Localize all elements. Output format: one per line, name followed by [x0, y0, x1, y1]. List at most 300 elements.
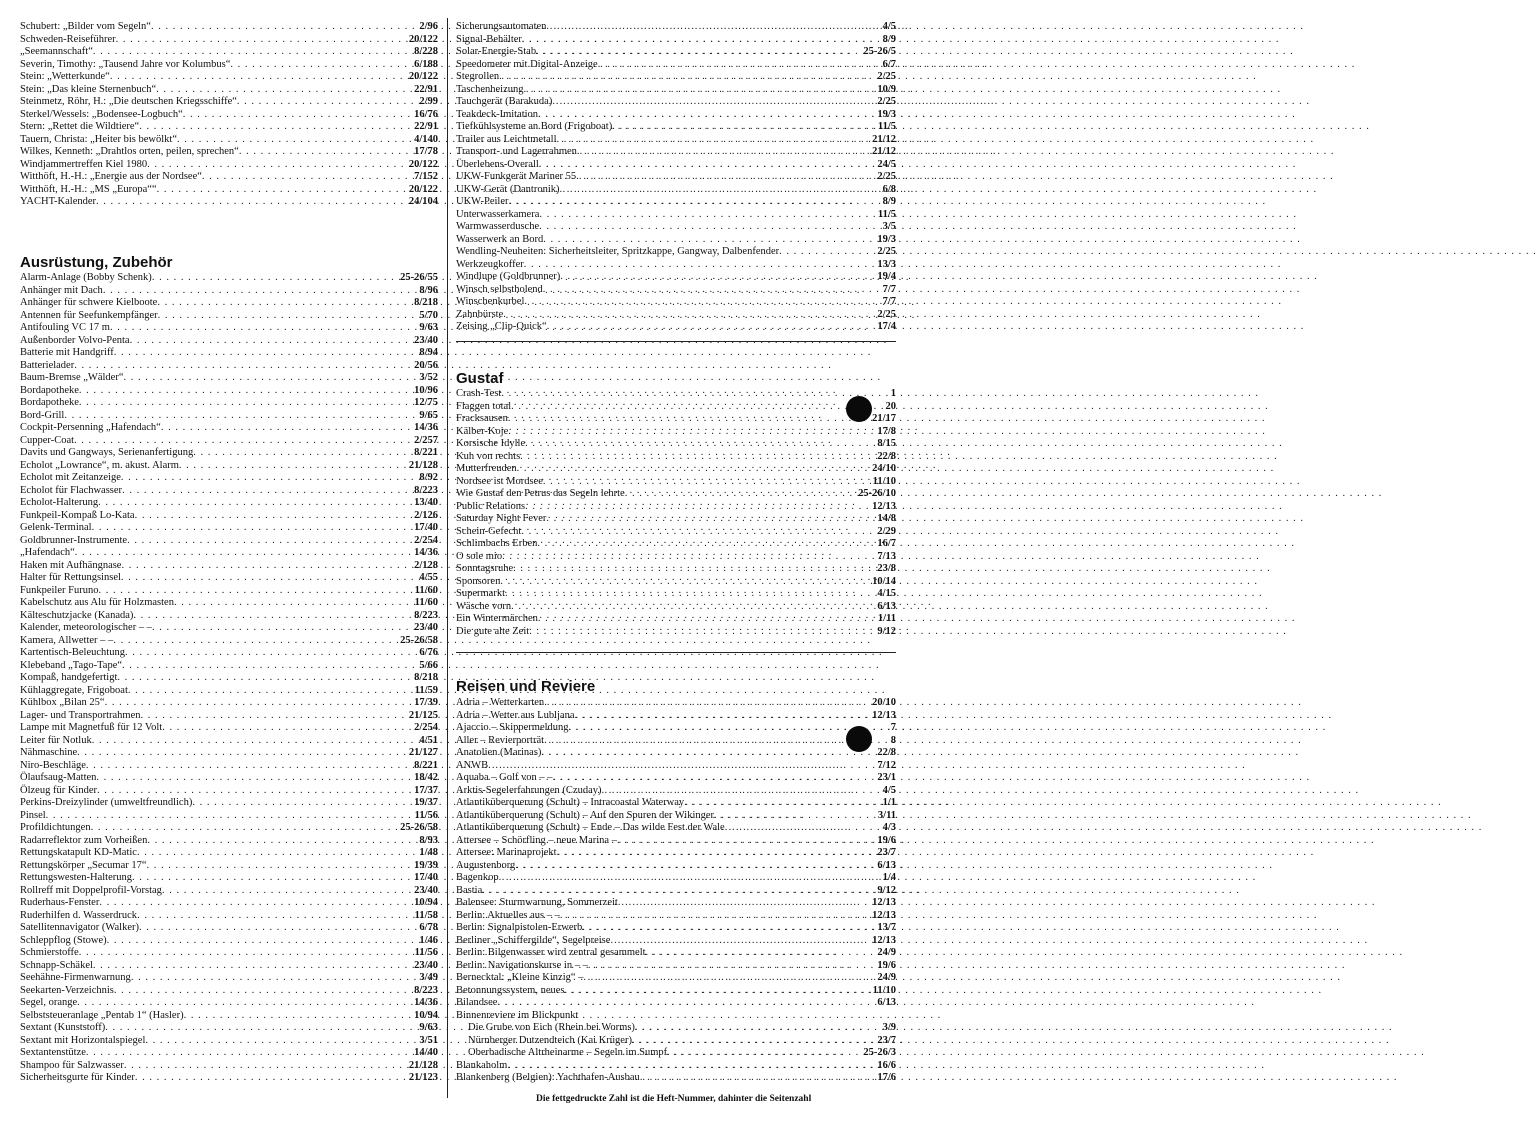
entry-reference: 23/1	[877, 772, 896, 783]
index-entry	[456, 1060, 896, 1073]
entry-title: Ölzeug für Kinder	[20, 784, 97, 796]
entry-reference: 1/11	[877, 613, 896, 624]
index-entry	[20, 71, 438, 84]
entry-reference: 2/257	[414, 434, 438, 446]
entry-reference: 3/9	[882, 1022, 896, 1033]
entry-reference: 13/40	[414, 497, 438, 508]
entry-reference: 23/7	[877, 847, 896, 858]
dot-leader	[547, 321, 876, 334]
dot-leader	[75, 547, 412, 560]
index-entry	[20, 510, 438, 523]
entry-title: Winschenkurbel	[456, 296, 525, 307]
entry-reference: 9/12	[877, 884, 896, 896]
dot-leader	[520, 451, 875, 464]
entry-title: Schleppflog (Stowe)	[20, 934, 107, 946]
dot-leader	[502, 551, 875, 564]
section-heading-ausruestung: Ausrüstung, Zubehör	[20, 254, 173, 271]
index-entry	[456, 513, 896, 526]
entry-reference: 21/128	[408, 459, 438, 471]
dot-leader	[107, 935, 418, 948]
entry-reference: 19/6	[877, 959, 896, 971]
entry-title: Bordapotheke	[20, 384, 79, 396]
entry-reference: 8/223	[414, 609, 438, 621]
section-heading-reisen: Reisen und Reviere	[456, 678, 596, 695]
index-entry	[20, 985, 438, 998]
entry-reference: 1/46	[419, 934, 438, 946]
entry-title: Antifouling VC 17 m	[20, 322, 110, 333]
entry-reference: 12/13	[872, 500, 896, 512]
index-entry	[456, 947, 896, 960]
index-entry	[20, 772, 438, 785]
entry-title: Kühlaggregate, Frigoboat	[20, 684, 128, 696]
gustaf-list	[456, 388, 896, 638]
index-entry	[20, 447, 438, 460]
dot-leader	[147, 159, 407, 172]
dot-leader	[525, 501, 870, 514]
dot-leader	[114, 985, 412, 998]
dot-leader	[553, 772, 876, 785]
dot-leader	[193, 447, 412, 460]
dot-leader	[128, 685, 413, 698]
entry-title: Kamera, Allwetter – –	[20, 634, 114, 646]
index-entry	[456, 735, 896, 748]
dot-leader	[124, 1060, 407, 1073]
entry-title: Funkpeiler Furuno	[20, 584, 99, 596]
dot-leader	[162, 885, 412, 898]
index-entry	[456, 1072, 896, 1085]
entry-reference: 17/40	[414, 522, 438, 533]
entry-reference: 2/99	[419, 96, 438, 107]
dot-leader	[183, 109, 412, 122]
entry-reference: 6/76	[419, 647, 438, 658]
entry-reference: 20/122	[408, 33, 438, 45]
entry-title: Schmierstoffe	[20, 947, 79, 958]
entry-title: Bastia	[456, 884, 483, 896]
entry-reference: 11/56	[414, 809, 438, 821]
entry-reference: 19/3	[877, 108, 896, 120]
entry-reference: 24/9	[877, 947, 896, 958]
entry-title: Die gute alte Zeit	[456, 625, 530, 637]
entry-reference: 19/39	[414, 859, 438, 871]
dot-leader	[79, 947, 413, 960]
entry-title: Windjammertreffen Kiel 1980	[20, 158, 148, 170]
entry-reference: 21/125	[408, 709, 438, 721]
entry-title: Echolot „Lowrance“, m. akust. Alarm	[20, 459, 179, 471]
ausruestung-list	[20, 272, 438, 1085]
entry-reference: 3/51	[419, 1034, 438, 1046]
dot-leader	[560, 910, 870, 923]
entry-title: Witthöft, H.-H.: „MS „Europa““	[20, 183, 157, 195]
index-entry	[20, 710, 438, 723]
entry-title: Bord-Grill	[20, 409, 65, 421]
index-entry	[456, 972, 896, 985]
entry-title: Anhänger mit Dach	[20, 284, 103, 296]
dot-leader	[135, 1072, 407, 1085]
entry-title: Korsische Idylle	[456, 438, 526, 449]
index-entry	[20, 46, 438, 59]
entry-title: YACHT-Kalender	[20, 196, 97, 207]
entry-reference: 11/59	[414, 684, 438, 696]
entry-title: Anatolien (Marinas)	[456, 747, 542, 758]
index-entry	[456, 476, 896, 489]
index-entry	[20, 535, 438, 548]
entry-reference: 18/42	[414, 772, 438, 783]
entry-reference: 22/8	[877, 450, 896, 462]
entry-title: Tauern, Christa: „Heiter bis bewölkt“	[20, 133, 178, 145]
index-entry	[456, 847, 896, 860]
dot-leader	[93, 46, 412, 59]
index-entry	[456, 985, 896, 998]
dot-leader	[92, 522, 413, 535]
entry-title: Adria – Wetterkarten	[456, 697, 545, 708]
index-entry	[20, 722, 438, 735]
index-entry	[456, 822, 896, 835]
dot-leader	[156, 84, 412, 97]
index-entry	[456, 184, 896, 197]
entry-reference: 10/96	[414, 384, 438, 396]
index-entry	[20, 560, 438, 573]
dot-leader	[105, 1022, 417, 1035]
dot-leader	[116, 34, 407, 47]
entry-title: Kalender, meteorologischer – –	[20, 622, 152, 633]
entry-title: Radarreflektor zum Vorheißen	[20, 834, 148, 846]
index-entry	[456, 872, 896, 885]
index-entry	[456, 134, 896, 147]
index-entry	[456, 501, 896, 514]
entry-title: Die Grube von Eich (Rhein bei Worms)	[468, 1022, 635, 1033]
dot-leader	[538, 613, 876, 626]
entry-reference: 16/76	[414, 108, 438, 120]
dot-leader	[557, 847, 876, 860]
entry-title: Atlantiküberquerung (Schult) – Intracoastal Waterway	[456, 797, 685, 808]
index-entry	[456, 563, 896, 576]
entry-title: Sicherheitsgurte für Kinder	[20, 1072, 135, 1083]
entry-title: Sextant mit Horizontalspiegel	[20, 1034, 146, 1046]
entry-reference: 7	[890, 722, 896, 733]
index-entry	[456, 463, 896, 476]
entry-title: Schubert: „Bilder vom Segeln“	[20, 21, 151, 32]
entry-title: Sextant (Kunststoff)	[20, 1022, 106, 1033]
index-entry	[20, 547, 438, 560]
index-entry	[456, 538, 896, 551]
dot-leader	[131, 972, 418, 985]
index-entry	[20, 285, 438, 298]
dot-leader	[230, 59, 412, 72]
index-entry	[20, 171, 438, 184]
entry-reference: 11/60	[414, 597, 438, 608]
entry-title: Sponsoren	[456, 575, 501, 587]
entry-title: Schein-Gefecht	[456, 525, 522, 537]
entry-title: Echolot mit Zeitanzeige	[20, 472, 121, 483]
dot-leader	[513, 563, 875, 576]
entry-title: Adria – Wetter aus Lubljana	[456, 709, 575, 721]
entry-title: Kälteschutzjacke (Kanada)	[20, 609, 134, 621]
entry-reference: 11/10	[872, 475, 896, 487]
entry-title: Seehähne-Firmenwarnung	[20, 972, 131, 983]
entry-title: Außenborder Volvo-Penta	[20, 334, 130, 346]
dot-leader	[79, 397, 412, 410]
entry-reference: 11/5	[877, 121, 896, 132]
dot-leader	[538, 109, 875, 122]
index-entry	[456, 21, 896, 34]
index-entry	[456, 922, 896, 935]
entry-title: Crash-Test	[456, 388, 502, 399]
entry-reference: 2/25	[877, 171, 896, 182]
entry-reference: 7/13	[877, 550, 896, 562]
dot-leader	[122, 485, 412, 498]
index-entry	[456, 296, 896, 309]
entry-title: Funkpeil-Kompaß Lo-Kata	[20, 509, 135, 521]
dot-leader	[135, 510, 412, 523]
entry-title: Lampe mit Magnetfuß für 12 Volt	[20, 722, 163, 733]
entry-reference: 2/29	[877, 525, 896, 537]
index-entry	[456, 722, 896, 735]
entry-title: „Hafendach“	[20, 547, 75, 558]
dot-leader	[515, 860, 875, 873]
entry-title: Unterwasserkamera	[456, 208, 540, 220]
entry-title: Public Relations	[456, 500, 526, 512]
dot-leader	[239, 146, 412, 159]
index-entry	[20, 1060, 438, 1073]
dot-leader	[546, 21, 880, 34]
entry-reference: 8/221	[414, 447, 438, 458]
dot-leader	[557, 134, 871, 147]
entry-reference: 8/94	[419, 347, 438, 358]
entry-title: Kälber-Koje	[456, 425, 509, 437]
dot-leader	[646, 947, 876, 960]
entry-title: Batterielader	[20, 359, 75, 371]
dot-leader	[517, 463, 870, 476]
entry-title: Aquaba – Golf von – –	[456, 772, 553, 783]
entry-reference: 9/12	[877, 625, 896, 637]
entry-reference: 17/8	[877, 425, 896, 437]
index-entry	[20, 310, 438, 323]
entry-reference: 12/13	[872, 709, 896, 721]
entry-title: UKW-Peiler	[456, 196, 509, 207]
entry-reference: 16/6	[877, 1059, 896, 1071]
entry-title: Speedometer mit Digital-Anzeige	[456, 58, 598, 70]
dot-leader	[524, 259, 876, 272]
entry-reference: 25-26/5	[863, 46, 896, 57]
entry-title: Windlupe (Goldbrunner)	[456, 271, 561, 282]
dot-leader	[174, 597, 413, 610]
dot-leader	[543, 284, 881, 297]
entry-title: Berlin: Aktuelles aus – –	[456, 909, 560, 921]
punch-hole-mark	[846, 726, 872, 752]
index-entry	[20, 1047, 438, 1060]
index-entry	[456, 1010, 896, 1023]
entry-title: Ein Wintermärchen	[456, 613, 538, 624]
index-entry	[456, 747, 896, 760]
entry-reference: 14/8	[877, 513, 896, 524]
punch-hole-mark	[846, 396, 872, 422]
dot-leader	[157, 184, 407, 197]
entry-title: Rettungskörper „Secumar 17“	[20, 859, 147, 871]
entry-reference: 2/25	[877, 71, 896, 82]
entry-title: Profildichtungen	[20, 822, 91, 833]
entry-title: Wilkes, Kenneth: „Drahtlos orten, peilen, sprechen“	[20, 146, 239, 157]
entry-title: Mutterfreuden	[456, 463, 517, 474]
index-entry	[20, 184, 438, 197]
dot-leader	[779, 246, 875, 259]
entry-reference: 1/1	[882, 797, 896, 808]
entry-reference: 6/188	[414, 58, 438, 70]
entry-reference: 25-26/55	[400, 272, 438, 283]
index-entry	[20, 685, 438, 698]
index-entry	[20, 622, 438, 635]
entry-title: Echolot-Halterung	[20, 497, 99, 508]
entry-reference: 12/13	[872, 934, 896, 946]
entry-reference: 6/13	[877, 859, 896, 871]
index-entry	[456, 259, 896, 272]
dot-leader	[522, 34, 881, 47]
dot-leader	[543, 234, 875, 247]
index-entry	[20, 797, 438, 810]
entry-title: Transport- und Lagerrahmen	[456, 146, 577, 157]
entry-title: Ruderhaus-Fenster	[20, 897, 100, 908]
index-entry	[456, 196, 896, 209]
entry-title: Leiter für Notluk	[20, 734, 92, 746]
dot-leader	[612, 121, 876, 134]
entry-title: Betonnungssystem, neues	[456, 984, 565, 996]
entry-title: Batterie mit Handgriff	[20, 347, 114, 358]
entry-title: Wasserwerk an Bord	[456, 233, 544, 245]
index-entry	[20, 785, 438, 798]
entry-reference: 12/75	[414, 397, 438, 408]
index-entry	[456, 1022, 896, 1035]
dot-leader	[575, 710, 871, 723]
index-entry	[20, 935, 438, 948]
dot-leader	[521, 526, 875, 539]
entry-reference: 17/39	[414, 697, 438, 708]
dot-leader	[499, 872, 881, 885]
index-entry	[456, 997, 896, 1010]
index-entry	[456, 271, 896, 284]
entry-reference: 2/254	[414, 534, 438, 546]
entry-title: Winsch selbstholend	[456, 283, 543, 295]
entry-title: Rettungswesten-Halterung	[20, 872, 132, 883]
entry-reference: 19/6	[877, 834, 896, 846]
entry-title: Alarm-Anlage (Bobby Schenk)	[20, 272, 152, 283]
entry-reference: 2/96	[419, 21, 438, 32]
entry-title: Werkzeugkoffer	[456, 258, 524, 270]
entry-reference: 11/5	[877, 208, 896, 220]
dot-leader	[98, 497, 412, 510]
entry-reference: 1/4	[882, 872, 896, 883]
entry-title: Signal-Behälter	[456, 33, 522, 45]
dot-leader	[79, 385, 412, 398]
index-entry	[20, 872, 438, 885]
entry-title: Kartentisch-Beleuchtung	[20, 647, 125, 658]
index-entry	[456, 960, 896, 973]
index-entry	[456, 321, 896, 334]
entry-reference: 25-26/58	[400, 634, 438, 646]
entry-reference: 20/56	[414, 359, 438, 371]
entry-reference: 4/5	[882, 21, 896, 32]
index-entry	[456, 159, 896, 172]
entry-reference: 11/58	[414, 909, 438, 921]
dot-leader	[103, 285, 418, 298]
entry-title: Überlebens-Overall	[456, 158, 539, 170]
index-entry	[20, 1035, 438, 1048]
index-entry	[20, 897, 438, 910]
index-entry	[456, 284, 896, 297]
dot-leader	[640, 1072, 876, 1085]
entry-reference: 17/78	[414, 146, 438, 157]
entry-reference: 3/5	[882, 221, 896, 232]
entry-title: Berlin: Navigationskurse in – –	[456, 959, 588, 971]
entry-title: Davits und Gangways, Serienanfertigung	[20, 447, 194, 458]
dot-leader	[113, 635, 398, 648]
index-entry	[20, 21, 438, 34]
dot-leader	[122, 660, 417, 673]
entry-reference: 21/17	[872, 413, 896, 424]
index-entry	[20, 860, 438, 873]
index-entry	[456, 760, 896, 773]
entry-reference: 21/127	[408, 747, 438, 758]
entry-reference: 20/122	[408, 183, 438, 195]
entry-reference: 2/25	[877, 246, 896, 257]
index-entry	[456, 1035, 896, 1048]
entry-reference: 21/123	[408, 1072, 438, 1083]
dot-leader	[539, 209, 876, 222]
dot-leader	[133, 610, 412, 623]
entry-title: Segel, orange	[20, 997, 78, 1008]
dot-leader	[488, 760, 875, 773]
dot-leader	[511, 401, 883, 414]
dot-leader	[482, 885, 875, 898]
entry-reference: 22/91	[414, 121, 438, 132]
entry-title: Severin, Timothy: „Tausend Jahre vor Kolumbus“	[20, 58, 231, 70]
index-entry	[456, 810, 896, 823]
dot-leader	[151, 21, 417, 34]
entry-reference: 21/12	[872, 133, 896, 145]
entry-reference: 8/228	[414, 46, 438, 57]
index-entry	[456, 438, 896, 451]
index-entry	[20, 585, 438, 598]
dot-leader	[508, 413, 870, 426]
entry-title: Schweden-Reiseführer	[20, 33, 116, 45]
index-entry	[456, 34, 896, 47]
index-entry	[20, 297, 438, 310]
index-entry	[456, 109, 896, 122]
index-entry	[20, 422, 438, 435]
index-entry	[20, 672, 438, 685]
entry-reference: 6/13	[877, 600, 896, 612]
index-entry	[20, 597, 438, 610]
dot-leader	[96, 196, 407, 209]
entry-reference: 13/3	[877, 258, 896, 270]
index-entry	[20, 572, 438, 585]
index-entry	[456, 697, 896, 710]
index-entry	[456, 234, 896, 247]
index-entry	[20, 972, 438, 985]
entry-title: Wie Gustaf den Petrus das Segeln lehrte	[456, 488, 625, 499]
index-entry	[456, 209, 896, 222]
dot-leader	[544, 697, 870, 710]
entry-reference: 20/122	[408, 158, 438, 170]
entry-reference: 4/5	[882, 784, 896, 796]
entry-reference: 3/11	[877, 809, 896, 821]
entry-reference: 23/40	[414, 334, 438, 346]
dot-leader	[598, 59, 881, 72]
entry-title: Zahnbürste	[456, 308, 504, 320]
entry-reference: 7/12	[877, 759, 896, 771]
index-entry	[20, 435, 438, 448]
index-entry	[20, 922, 438, 935]
index-entry	[456, 488, 896, 501]
index-entry	[20, 385, 438, 398]
